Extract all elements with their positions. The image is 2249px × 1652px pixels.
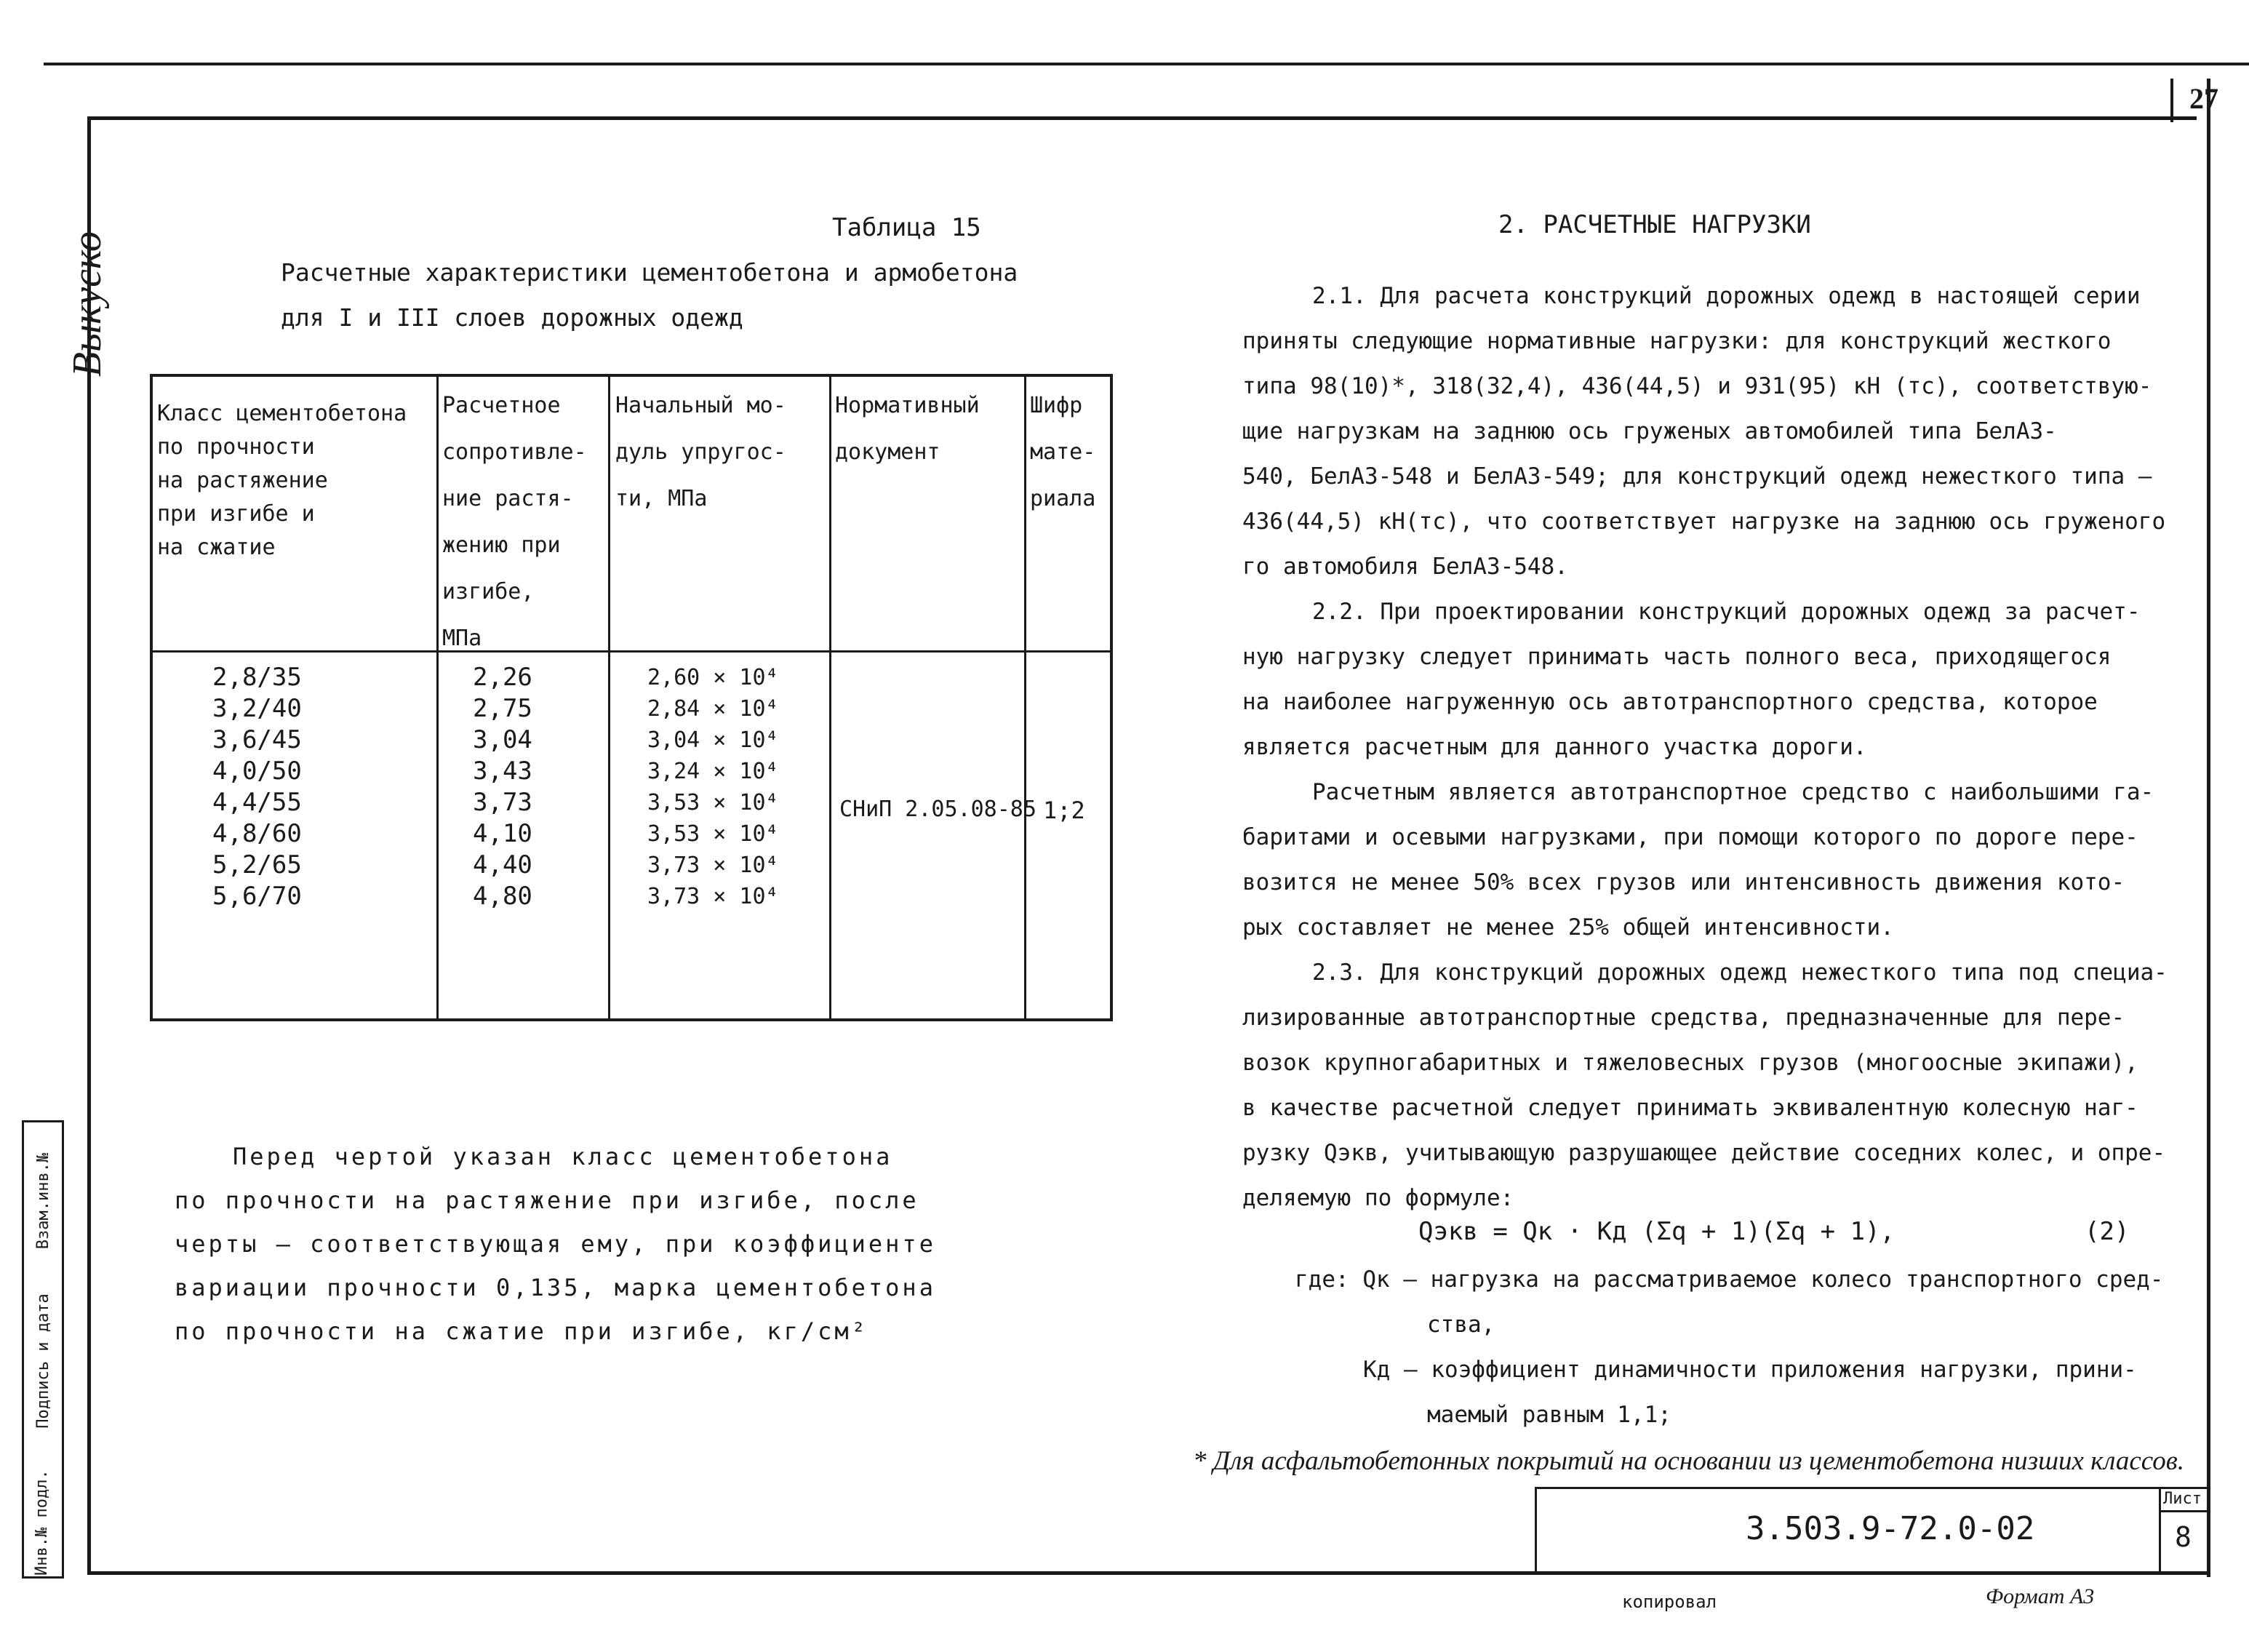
where-kd-cont: маемый равным 1,1; xyxy=(1427,1402,1671,1428)
formula: Qэкв = Qк · Кд (Σq + 1)(Σq + 1), xyxy=(1418,1217,1896,1246)
header-resistance: Расчетное сопротивле- ние растя- жению при изгибе, МПа xyxy=(442,393,587,651)
modulus-cell: 3,73 × 10⁴ xyxy=(647,884,779,909)
section-line: является расчетным для данного участка дороги. xyxy=(1242,734,1867,760)
resistance-cell: 4,80 xyxy=(473,882,532,911)
code-cell: 1;2 xyxy=(1043,797,1085,824)
section-line: ную нагрузку следует принимать часть полного веса, приходящегося xyxy=(1242,644,2112,670)
modulus-cell: 2,84 × 10⁴ xyxy=(647,696,779,722)
class-column xyxy=(212,662,302,912)
modulus-cell: 3,24 × 10⁴ xyxy=(647,759,779,784)
class-cell: 5,6/70 xyxy=(212,882,302,911)
header-code: Шифр мате- риала xyxy=(1030,393,1096,511)
table-col-divider-4 xyxy=(1024,377,1026,1018)
stamp-sheet-rule xyxy=(2159,1510,2210,1512)
table-note-line: по прочности на растяжение при изгибе, после xyxy=(175,1186,919,1214)
resistance-cell: 3,73 xyxy=(473,788,532,817)
stamp-sheet-number: 8 xyxy=(2175,1521,2192,1553)
where-q-cont: ства, xyxy=(1427,1312,1495,1338)
section-line: деляемую по формуле: xyxy=(1242,1185,1514,1211)
frame-top xyxy=(87,116,2197,120)
table-col-divider-1 xyxy=(436,377,439,1018)
resistance-cell: 2,75 xyxy=(473,694,532,723)
section-line: лизированные автотранспортные средства, предназначенные для пере- xyxy=(1242,1005,2125,1031)
class-cell: 4,0/50 xyxy=(212,757,302,786)
resistance-cell: 3,43 xyxy=(473,757,532,786)
table-title-line2: для I и III слоев дорожных одежд xyxy=(281,303,743,332)
resistance-cell: 2,26 xyxy=(473,663,532,692)
section-line: возится не менее 50% всех грузов или интенсивность движения кото- xyxy=(1242,869,2125,895)
footer-copied: копировал xyxy=(1622,1592,1717,1612)
modulus-cell: 3,53 × 10⁴ xyxy=(647,790,779,815)
class-cell: 2,8/35 xyxy=(212,663,302,692)
section-line: щие нагрузкам на заднюю ось груженых автомобилей типа БелАЗ- xyxy=(1242,418,2057,444)
section-line: типа 98(10)*, 318(32,4), 436(44,5) и 931(95) кН (тс), соответствую- xyxy=(1242,373,2152,399)
header-modulus: Начальный мо- дуль упругос- ти, МПа xyxy=(615,393,786,511)
section-line: возок крупногабаритных и тяжеловесных грузов (многоосные экипажи), xyxy=(1242,1050,2138,1076)
side-field-replace: Взам.инв.№ xyxy=(34,1152,52,1250)
modulus-cell: 3,53 × 10⁴ xyxy=(647,821,779,847)
formula-number: (2) xyxy=(2085,1217,2130,1246)
table-title-line1: Расчетные характеристики цементобетона и армобетона xyxy=(281,258,1018,287)
side-field-inventory: Инв.№ подл. xyxy=(33,1469,51,1576)
section-line: Расчетным является автотранспортное средство с наибольшими га- xyxy=(1312,779,2154,805)
side-handwritten-note: Выкуско xyxy=(65,231,110,378)
table-col-divider-2 xyxy=(608,377,610,1018)
section-line: 2.1. Для расчета конструкций дорожных одежд в настоящей серии xyxy=(1312,283,2141,309)
table-number: Таблица 15 xyxy=(832,213,981,242)
class-cell: 3,2/40 xyxy=(212,694,302,723)
modulus-column xyxy=(647,662,779,912)
section-line: приняты следующие нормативные нагрузки: для конструкций жесткого xyxy=(1242,328,2112,354)
section-line: 2.2. При проектировании конструкций дорожных одежд за расчет- xyxy=(1312,599,2141,625)
class-cell: 5,2/65 xyxy=(212,850,302,879)
header-class: Класс цементобетона по прочности на растяжение при изгибе и на сжатие xyxy=(157,401,407,560)
table-col-divider-3 xyxy=(829,377,831,1018)
section-line: баритами и осевыми нагрузками, при помощи которого по дороге пере- xyxy=(1242,824,2138,850)
resistance-column xyxy=(473,662,532,912)
class-cell: 3,6/45 xyxy=(212,725,302,754)
table-header-separator xyxy=(153,650,1110,653)
table-note-line: по прочности на сжатие при изгибе, кг/см² xyxy=(175,1317,868,1345)
header-document: Нормативный документ xyxy=(835,393,980,465)
side-field-signature: Подпись и дата xyxy=(34,1293,52,1429)
table-note-line: черты – соответствующая ему, при коэффициенте xyxy=(175,1230,936,1258)
section-line: 540, БелАЗ-548 и БелАЗ-549; для конструкций одежд нежесткого типа – xyxy=(1242,463,2152,490)
table-note-line: вариации прочности 0,135, марка цементобетона xyxy=(175,1274,936,1301)
stamp-designation: 3.503.9-72.0-02 xyxy=(1746,1510,2035,1547)
where-kd: Кд – коэффициент динамичности приложения нагрузки, прини- xyxy=(1363,1357,2137,1383)
stamp-sheet-label: Лист xyxy=(2163,1490,2202,1508)
resistance-cell: 3,04 xyxy=(473,725,532,754)
table-note-line: Перед чертой указан класс цементобетона xyxy=(233,1143,893,1170)
top-rule xyxy=(44,63,2249,65)
section-line: 2.3. Для конструкций дорожных одежд нежесткого типа под специа- xyxy=(1312,959,2168,986)
modulus-cell: 2,60 × 10⁴ xyxy=(647,665,779,690)
section-line: на наиболее нагруженную ось автотранспортного средства, которое xyxy=(1242,689,2098,715)
class-cell: 4,8/60 xyxy=(212,819,302,848)
document-cell: СНиП 2.05.08-85 xyxy=(839,797,1036,822)
resistance-cell: 4,10 xyxy=(473,819,532,848)
where-q: где: Qк – нагрузка на рассматриваемое колесо транспортного сред- xyxy=(1295,1266,2164,1293)
footnote: * Для асфальтобетонных покрытий на основании из цементобетона низших классов. xyxy=(1193,1446,2185,1476)
class-cell: 4,4/55 xyxy=(212,788,302,817)
section-line: в качестве расчетной следует принимать эквивалентную колесную наг- xyxy=(1242,1095,2138,1121)
stamp-divider xyxy=(2159,1487,2161,1574)
section-heading: 2. РАСЧЕТНЫЕ НАГРУЗКИ xyxy=(1498,210,1811,239)
section-body xyxy=(1242,274,2168,1221)
section-line: го автомобиля БелАЗ-548. xyxy=(1242,554,1568,580)
footer-format: Формат А3 xyxy=(1986,1584,2095,1608)
resistance-cell: 4,40 xyxy=(473,850,532,879)
section-line: рузку Qэкв, учитывающую разрушающее действие соседних колес, и опре- xyxy=(1242,1140,2166,1166)
page-number-box-left xyxy=(2170,79,2173,122)
modulus-cell: 3,73 × 10⁴ xyxy=(647,853,779,878)
characteristics-table xyxy=(150,374,1113,1021)
table-note xyxy=(175,1135,936,1353)
section-line: 436(44,5) кН(тс), что соответствует нагрузке на заднюю ось груженого xyxy=(1242,508,2166,535)
modulus-cell: 3,04 × 10⁴ xyxy=(647,727,779,753)
frame-right xyxy=(2207,79,2210,1577)
top-page-number: 27 xyxy=(2189,82,2218,115)
section-line: рых составляет не менее 25% общей интенсивности. xyxy=(1242,914,1894,941)
